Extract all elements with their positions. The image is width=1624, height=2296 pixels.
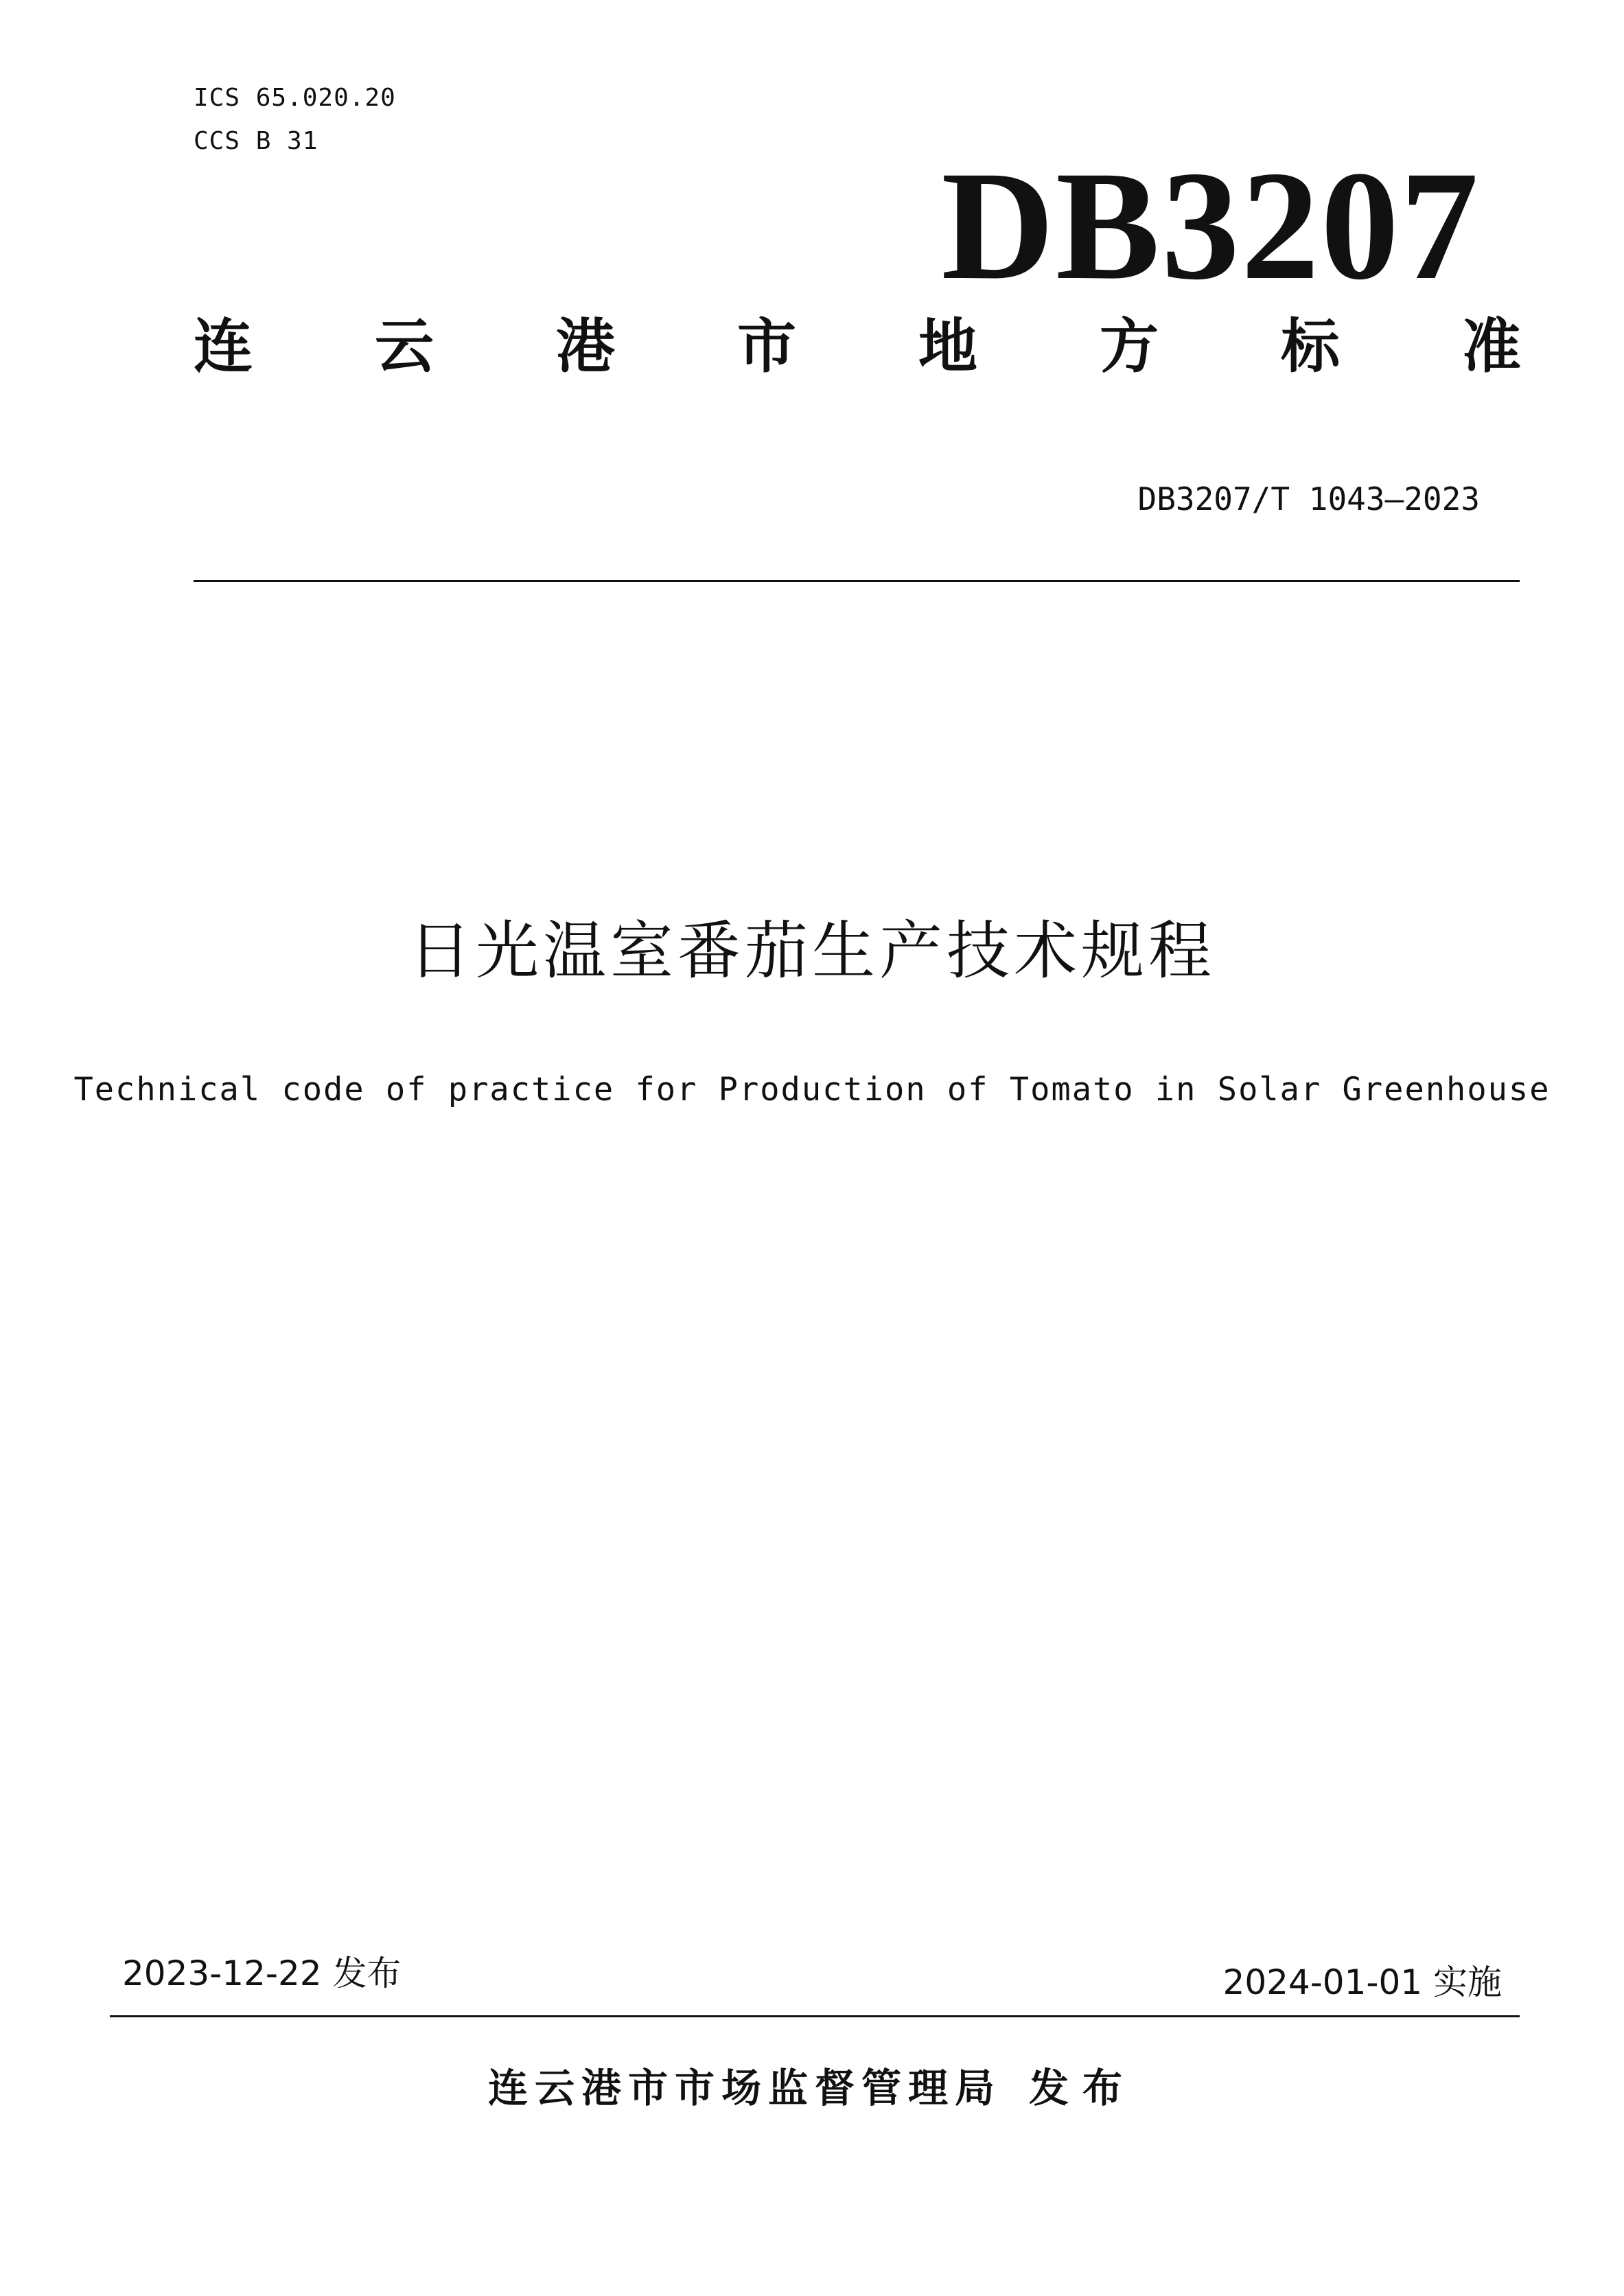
standard-type-char: 港: [556, 312, 615, 381]
standard-type-char: 地: [918, 312, 977, 381]
ccs-code: CCS B 31: [194, 127, 318, 155]
implementation-date: 2024-01-01 实施: [1222, 1962, 1502, 2002]
standard-type-char: 标: [1281, 312, 1340, 381]
standard-code-logo: DB3207: [941, 139, 1480, 312]
publish-action: 发布: [1029, 2065, 1137, 2111]
document-title-chinese: 日光温室番茄生产技术规程: [408, 914, 1216, 988]
standard-type-char: 连: [194, 312, 253, 381]
top-divider: [194, 580, 1520, 582]
bottom-divider: [110, 2015, 1520, 2017]
standard-type-char: 准: [1462, 312, 1521, 381]
standard-type-char: 市: [737, 312, 796, 381]
standard-type-char: 云: [375, 312, 434, 381]
document-title-english: Technical code of practice for Production of Tomato in Solar Greenhouse: [73, 1071, 1551, 1109]
standard-type-heading: [194, 312, 1521, 381]
issue-date: 2023-12-22 发布: [122, 1953, 402, 1993]
standard-number: DB3207/T 1043—2023: [1137, 480, 1480, 518]
standard-type-char: 方: [1100, 312, 1159, 381]
publisher-line: [0, 2056, 1624, 2113]
ics-code: ICS 65.020.20: [194, 84, 396, 112]
publisher-name: 连云港市市场监督管理局: [487, 2065, 1001, 2111]
